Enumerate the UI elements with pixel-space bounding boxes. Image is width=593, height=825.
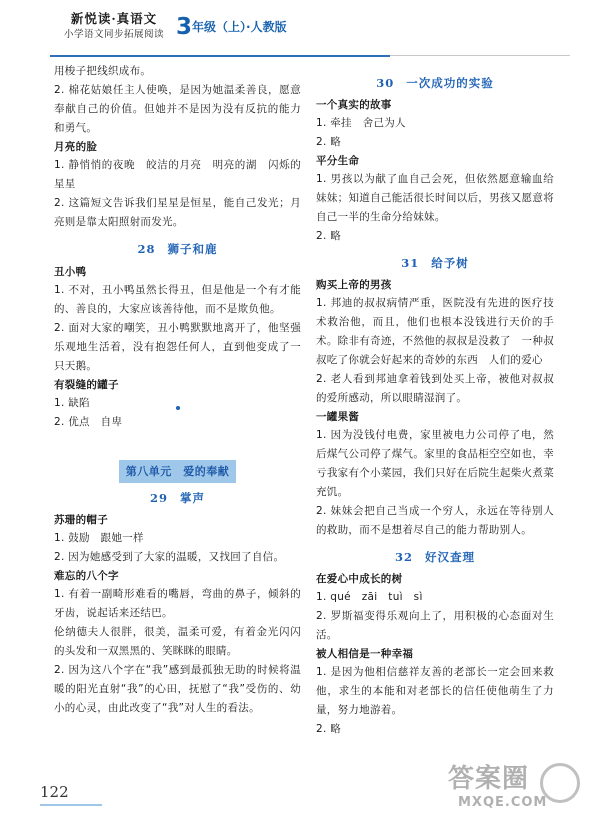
lesson-heading xyxy=(54,489,301,508)
story-title: 一罐果酱 xyxy=(316,411,360,423)
right-column xyxy=(316,62,554,739)
lesson-heading xyxy=(316,74,554,93)
story-title: 购买上帝的男孩 xyxy=(316,279,392,291)
answer-text: 1. 牵挂 舍己为人 xyxy=(316,117,406,129)
story-title: 平分生命 xyxy=(316,155,360,167)
unit-banner: 第八单元 爱的奉献 xyxy=(119,460,237,483)
decorative-dot xyxy=(176,406,180,410)
story-title: 有裂缝的罐子 xyxy=(54,379,119,391)
answer-text: 2. 略 xyxy=(316,230,342,242)
answer-text: 1. 是因为他相信慈祥友善的老部长一定会回来救他，求生的本能和对老部长的信任使他萌生了力量，努力地游着。 xyxy=(316,666,554,716)
lesson-heading xyxy=(316,548,554,567)
answer-text: 2. 略 xyxy=(316,723,342,735)
story-title: 丑小鸭 xyxy=(54,266,87,278)
lesson-title: 给予树 xyxy=(431,256,469,270)
answer-text: 2. 因为这八个字在“我”感到最孤独无助的时候将温暖的阳光直射“我”的心田，抚慰了“我”受伤的、幼小的心灵，由此改变了“我”对人生的看法。 xyxy=(54,664,301,714)
lesson-title: 好汉查理 xyxy=(425,550,475,564)
page-number: 122 xyxy=(40,783,69,801)
left-column xyxy=(54,62,301,718)
lesson-number: 31 xyxy=(401,256,420,270)
header-rule xyxy=(50,55,390,57)
story-title: 一个真实的故事 xyxy=(316,99,392,111)
answer-text: 1. 有着一副畸形难看的嘴唇，弯曲的鼻子，倾斜的牙齿，说起话来还结巴。 xyxy=(54,588,301,619)
header-grade xyxy=(176,14,287,40)
page-header xyxy=(0,0,593,62)
header-brand xyxy=(58,10,170,43)
answer-text: 2. 优点 自卑 xyxy=(54,416,123,428)
answer-text: 2. 略 xyxy=(316,136,342,148)
watermark-ring-icon xyxy=(540,763,580,803)
site-watermark xyxy=(448,763,588,821)
lesson-number: 29 xyxy=(149,491,168,505)
lesson-title: 一次成功的实验 xyxy=(406,76,494,90)
answer-text: 1. qué zāi tuì sì xyxy=(316,591,423,603)
answer-text: 1. 因为没钱付电费，家里被电力公司停了电，然后煤气公司停了煤气。家里的食品柜空空如也，幸亏我家有个小菜园，我们只好在后院生起柴火煮菜充饥。 xyxy=(316,429,554,498)
answer-text: 1. 静悄悄的夜晚 皎洁的月亮 明亮的湖 闪烁的星星 xyxy=(54,159,301,190)
story-title: 难忘的八个字 xyxy=(54,570,119,582)
header-subtitle: 小学语文同步拓展阅读 xyxy=(63,29,164,40)
story-title: 月亮的脸 xyxy=(54,141,98,153)
watermark-domain: MXQE.COM xyxy=(458,795,548,810)
story-title: 被人相信是一种幸福 xyxy=(316,648,414,660)
answer-text: 1. 鼓励 跟她一样 xyxy=(54,532,144,544)
header-series: 新悦读·真语文 xyxy=(70,11,158,26)
header-rule-light xyxy=(390,55,570,56)
answer-text: 用梭子把线织成布。 xyxy=(54,65,152,77)
answer-text: 2. 棉花姑娘任主人使唤，是因为她温柔善良，愿意奉献自己的价值。但她并不是因为没有反抗的能力和勇气。 xyxy=(54,84,301,134)
answer-text: 2. 老人看到邦迪拿着钱到处买上帝，被他对叔叔的爱所感动，所以眼睛湿润了。 xyxy=(316,373,554,404)
answer-text: 2. 妹妹会把自己当成一个穷人，永远在等待别人的救助，而不是想着尽自己的能力帮助别人。 xyxy=(316,505,554,536)
lesson-title: 掌声 xyxy=(180,491,205,505)
answer-text: 伦纳德夫人很胖，很美，温柔可爱，有着金光闪闪的头发和一双黑黑的、笑眯眯的眼睛。 xyxy=(54,626,301,657)
header-grade-edition: 年级（上）·人教版 xyxy=(192,20,287,34)
answer-text: 1. 邦迪的叔叔病情严重，医院没有先进的医疗技术救治他，而且，他们也根本没钱进行天价的手术。除非有奇迹，不然他的叔叔是没救了 一种叔叔吃了你就会好起来的奇妙的东西 人们的爱心 xyxy=(316,297,554,366)
unit-header xyxy=(54,460,301,483)
answer-text: 1. 不对，丑小鸭虽然长得丑，但是他是一个有才能的、善良的，大家应该善待他，而不是欺负他。 xyxy=(54,284,301,315)
watermark-logo-text: 答案圈 xyxy=(448,764,530,794)
answer-text: 2. 这篇短文告诉我们星星是恒星，能自己发光；月亮则是靠太阳照射而发光。 xyxy=(54,197,301,228)
lesson-heading xyxy=(316,254,554,273)
lesson-heading xyxy=(54,240,301,259)
header-grade-number: 3 xyxy=(176,14,193,40)
lesson-number: 28 xyxy=(137,242,156,256)
lesson-title: 狮子和鹿 xyxy=(167,242,218,256)
answer-text: 1. 缺陷 xyxy=(54,397,90,409)
lesson-number: 30 xyxy=(376,76,395,90)
answer-text: 1. 男孩以为献了血自己会死，但依然愿意输血给妹妹；知道自己能活很长时间以后，男孩又愿意将自己一半的生命分给妹妹。 xyxy=(316,173,554,223)
answer-text: 2. 因为她感受到了大家的温暖，又找回了自信。 xyxy=(54,551,285,563)
page-number-underline xyxy=(40,804,102,806)
lesson-number: 32 xyxy=(394,550,413,564)
answer-text: 2. 罗斯福变得乐观向上了，用积极的心态面对生活。 xyxy=(316,610,554,641)
story-title: 在爱心中成长的树 xyxy=(316,573,403,585)
answer-text: 2. 面对大家的嘲笑，丑小鸭默默地离开了，他坚强乐观地生活着，没有抱怨任何人，直到他变成了一只天鹅。 xyxy=(54,322,301,372)
story-title: 苏珊的帽子 xyxy=(54,514,108,526)
